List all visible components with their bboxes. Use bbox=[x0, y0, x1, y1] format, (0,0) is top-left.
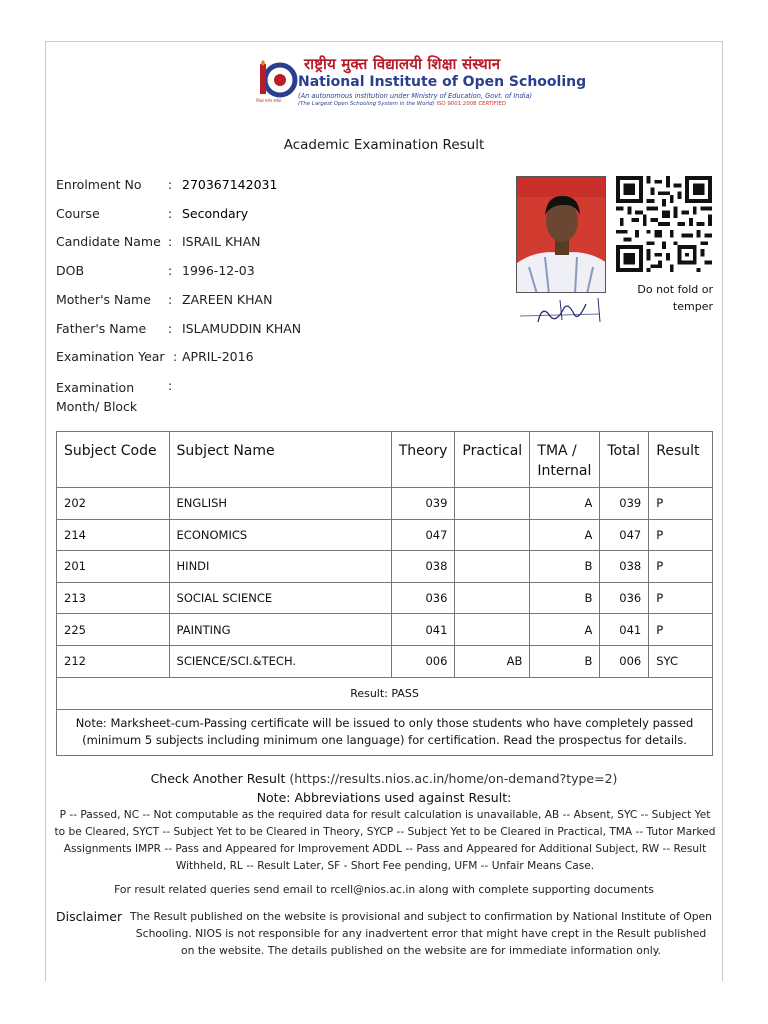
result-summary: Result: PASS bbox=[57, 677, 713, 709]
cell-practical: AB bbox=[455, 645, 530, 677]
candidate-signature bbox=[516, 294, 606, 324]
cell-tma: B bbox=[530, 645, 600, 677]
fold-warning-note: Do not fold or temper bbox=[637, 283, 713, 313]
field-label: Father's Name bbox=[56, 321, 147, 336]
cell-total: 039 bbox=[600, 488, 649, 520]
institute-english-name bbox=[298, 74, 586, 90]
cell-result: P bbox=[649, 551, 713, 583]
cell-practical bbox=[455, 551, 530, 583]
table-row bbox=[57, 614, 713, 646]
header-theory: Theory bbox=[391, 432, 455, 488]
certificate-note-row bbox=[57, 709, 713, 755]
table-row bbox=[57, 645, 713, 677]
field-value: ZAREEN KHAN bbox=[182, 292, 273, 307]
header-result: Result bbox=[649, 432, 713, 488]
query-contact-line: For result related queries send email to rcell@nios.ac.in along with complete supporting documents bbox=[114, 883, 654, 896]
table-header-row bbox=[57, 432, 713, 488]
abbreviations-title: Note: Abbreviations used against Result: bbox=[256, 790, 512, 805]
cell-practical bbox=[455, 582, 530, 614]
table-row bbox=[57, 582, 713, 614]
table-row bbox=[57, 488, 713, 520]
field-value: ISLAMUDDIN KHAN bbox=[182, 321, 302, 336]
cell-total: 006 bbox=[600, 645, 649, 677]
cell-subject-code: 212 bbox=[57, 645, 170, 677]
cell-subject-name: PAINTING bbox=[169, 614, 391, 646]
institute-name-regular: National Institute of bbox=[298, 74, 463, 90]
cell-practical bbox=[455, 519, 530, 551]
field-colon: : bbox=[168, 321, 173, 336]
field-colon: : bbox=[168, 234, 173, 249]
nios-emblem-icon bbox=[258, 58, 298, 100]
field-colon: : bbox=[168, 177, 173, 192]
field-label: Examination Year bbox=[56, 349, 165, 364]
cell-subject-code: 225 bbox=[57, 614, 170, 646]
cell-theory: 039 bbox=[391, 488, 455, 520]
field-colon: : bbox=[168, 263, 173, 278]
disclaimer-label: Disclaimer bbox=[56, 909, 123, 924]
qr-code-icon bbox=[616, 176, 712, 272]
cell-subject-name: ENGLISH bbox=[169, 488, 391, 520]
cell-total: 041 bbox=[600, 614, 649, 646]
cell-practical bbox=[455, 614, 530, 646]
cell-theory: 041 bbox=[391, 614, 455, 646]
table-row bbox=[57, 551, 713, 583]
header-tma-internal: TMA / Internal bbox=[530, 432, 600, 488]
cell-result: P bbox=[649, 614, 713, 646]
header-subject-name: Subject Name bbox=[169, 432, 391, 488]
cell-subject-code: 202 bbox=[57, 488, 170, 520]
header-total: Total bbox=[600, 432, 649, 488]
field-colon: : bbox=[173, 349, 178, 364]
document-title: Academic Examination Result bbox=[283, 137, 485, 153]
cell-result: P bbox=[649, 488, 713, 520]
abbreviations-text: P -- Passed, NC -- Not computable as the required data for result calculation is unavailable, AB -- Absent, SYC -- Subject Yet to be Cleared, SYCT -- Subject Yet to be Cleared in Theory, SYCP -- Subject Yet to be Cleared in Practical, TMA -- Tutor Marked Assignments IMPR -- Pass and Appeared for Improvement ADDL -- Pass and Appeared for Additional Subject, RW -- Result Withheld, RL -- Result Later, SF - Short Fee pending, UFM -- Unfair Means Case. bbox=[54, 809, 716, 872]
field-value: 270367142031 bbox=[182, 177, 278, 192]
cell-subject-name: SOCIAL SCIENCE bbox=[169, 582, 391, 614]
cell-tma: B bbox=[530, 582, 600, 614]
field-value: 1996-12-03 bbox=[182, 263, 255, 278]
tagline-text: (The Largest Open Schooling System in the World) bbox=[298, 101, 435, 107]
cell-practical bbox=[455, 488, 530, 520]
iso-badge: ISO 9001:2008 CERTIFIED bbox=[436, 101, 506, 107]
cell-subject-name: SCIENCE/SCI.&TECH. bbox=[169, 645, 391, 677]
check-another-result bbox=[0, 771, 768, 786]
result-summary-row bbox=[57, 677, 713, 709]
cell-result: P bbox=[649, 519, 713, 551]
nios-logo bbox=[256, 54, 587, 110]
cell-theory: 038 bbox=[391, 551, 455, 583]
institute-tagline bbox=[298, 101, 506, 107]
cell-tma: A bbox=[530, 488, 600, 520]
field-label: Candidate Name bbox=[56, 234, 161, 249]
field-label: Enrolment No bbox=[56, 177, 142, 192]
cell-subject-name: ECONOMICS bbox=[169, 519, 391, 551]
institute-subtitle: (An autonomous institution under Ministry of Education, Govt. of India) bbox=[298, 92, 533, 100]
candidate-photo-image bbox=[517, 177, 606, 293]
cell-result: P bbox=[649, 582, 713, 614]
cell-tma: A bbox=[530, 519, 600, 551]
institute-hindi-name: राष्ट्रीय मुक्त विद्यालयी शिक्षा संस्थान bbox=[304, 55, 501, 73]
field-value: ISRAIL KHAN bbox=[182, 234, 261, 249]
certificate-note: Note: Marksheet-cum-Passing certificate will be issued to only those students who have completely passed (minimum 5 subjects including minimum one language) for certification. Read the prospectus for details. bbox=[57, 709, 713, 755]
candidate-photo bbox=[516, 176, 606, 293]
cell-subject-code: 214 bbox=[57, 519, 170, 551]
field-label: Mother's Name bbox=[56, 292, 151, 307]
disclaimer-text: The Result published on the website is provisional and subject to confirmation by National Institute of Open Schooling. NIOS is not responsible for any inadvertent error that might have crept in the Result published on the website. The details published on the website are for immediate information only. bbox=[129, 910, 713, 957]
logo-caption: शिक्षा सर्वत्र सर्वदा bbox=[256, 98, 282, 103]
field-value: Secondary bbox=[182, 206, 249, 221]
cell-subject-name: HINDI bbox=[169, 551, 391, 583]
institute-name-bold: Open Schooling bbox=[462, 74, 587, 90]
field-colon: : bbox=[168, 206, 173, 221]
cell-total: 047 bbox=[600, 519, 649, 551]
cell-theory: 036 bbox=[391, 582, 455, 614]
field-label: Course bbox=[56, 206, 100, 221]
field-colon: : bbox=[168, 292, 173, 307]
header-practical: Practical bbox=[455, 432, 530, 488]
field-label: DOB bbox=[56, 263, 85, 278]
field-label: Examination Month/ Block bbox=[56, 380, 138, 414]
table-row bbox=[57, 519, 713, 551]
field-colon: : bbox=[168, 378, 173, 393]
cell-tma: B bbox=[530, 551, 600, 583]
signature-image bbox=[516, 294, 606, 324]
field-value: APRIL-2016 bbox=[182, 349, 254, 364]
cell-theory: 006 bbox=[391, 645, 455, 677]
cell-total: 036 bbox=[600, 582, 649, 614]
check-another-result-link[interactable]: Check Another Result bbox=[150, 771, 286, 786]
header-subject-code: Subject Code bbox=[57, 432, 170, 488]
check-result-url[interactable]: (https://results.nios.ac.in/home/on-demand?type=2) bbox=[289, 771, 618, 786]
marks-table bbox=[56, 431, 713, 756]
cell-tma: A bbox=[530, 614, 600, 646]
cell-result: SYC bbox=[649, 645, 713, 677]
cell-subject-code: 201 bbox=[57, 551, 170, 583]
cell-total: 038 bbox=[600, 551, 649, 583]
cell-subject-code: 213 bbox=[57, 582, 170, 614]
cell-theory: 047 bbox=[391, 519, 455, 551]
field-examination-block bbox=[56, 378, 156, 416]
